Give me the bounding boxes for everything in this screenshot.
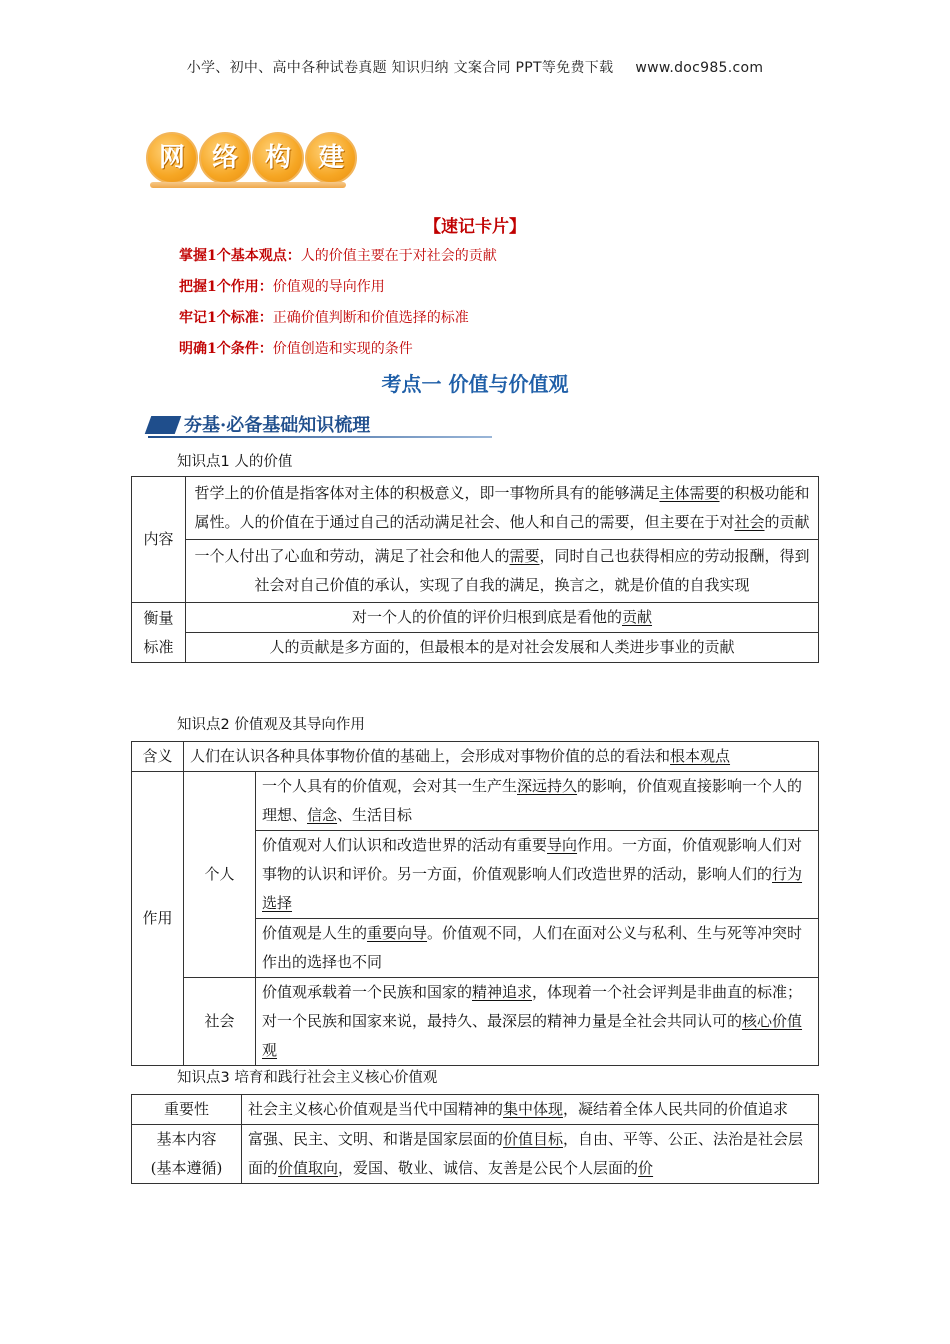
- role-label: 作用: [132, 772, 184, 1066]
- importance-cell: 社会主义核心价值观是当代中国精神的集中体现，凝结着全体人民共同的价值追求: [242, 1095, 819, 1125]
- person-label: 个人: [184, 772, 256, 978]
- basic-content-label: 基本内容 (基本遵循): [132, 1125, 242, 1184]
- section-subtitle-bar: [148, 410, 492, 438]
- table-row: [132, 477, 819, 540]
- importance-label: 重要性: [132, 1095, 242, 1125]
- section-subtitle: 夯基·必备基础知识梳理: [184, 415, 371, 436]
- card-line: 明确1个条件：价值创造和实现的条件: [179, 341, 413, 357]
- kp1-label: 知识点1 人的价值: [177, 454, 293, 470]
- table-row: [132, 603, 819, 633]
- kp3-table: [131, 1094, 819, 1184]
- banner-underline: [150, 182, 346, 188]
- table-row: [132, 978, 819, 1066]
- card-line: 掌握1个基本观点：人的价值主要在于对社会的贡献: [179, 248, 497, 264]
- page-header: [0, 57, 950, 77]
- basic-content-cell: 富强、民主、文明、和谐是国家层面的价值目标，自由、平等、公正、法治是社会层面的价值取向，爱国、敬业、诚信、友善是公民个人层面的价: [242, 1125, 819, 1184]
- measure-cell-1: 对一个人的价值的评价归根到底是看他的贡献: [186, 603, 819, 633]
- table-row: [132, 633, 819, 663]
- table-row: [132, 1095, 819, 1125]
- header-text: 小学、初中、高中各种试卷真题 知识归纳 文案合同 PPT等免费下载: [186, 60, 614, 76]
- network-build-banner: [146, 132, 353, 184]
- society-cell: 价值观承载着一个民族和国家的精神追求，体现着一个社会评判是非曲直的标准；对一个民族和国家来说，最持久、最深层的精神力量是全社会共同认可的核心价值观: [256, 978, 819, 1066]
- table-row: [132, 1125, 819, 1184]
- meaning-cell: 人们在认识各种具体事物价值的基础上，会形成对事物价值的总的看法和根本观点: [184, 742, 819, 772]
- kp3-label: 知识点3 培育和践行社会主义核心价值观: [177, 1070, 438, 1086]
- banner-char: 网: [146, 132, 198, 184]
- kp2-table: [131, 741, 819, 1066]
- content-cell-1: 哲学上的价值是指客体对主体的积极意义，即一事物所具有的能够满足主体需要的积极功能和属性。人的价值在于通过自己的活动满足社会、他人和自己的需要，但主要在于对社会的贡献: [186, 477, 819, 540]
- banner-char: 建: [305, 132, 357, 184]
- banner-char: 构: [252, 132, 304, 184]
- measure-cell-2: 人的贡献是多方面的，但最根本的是对社会发展和人类进步事业的贡献: [186, 633, 819, 663]
- measure-label: 衡量 标准: [132, 603, 186, 663]
- society-label: 社会: [184, 978, 256, 1066]
- quick-card-title: 【速记卡片】: [424, 217, 526, 237]
- kp2-label: 知识点2 价值观及其导向作用: [177, 717, 365, 733]
- subtitle-rule: [148, 436, 492, 438]
- subtitle-marker: [145, 416, 182, 434]
- kp1-table: [131, 476, 819, 663]
- content-cell-2: 一个人付出了心血和劳动，满足了社会和他人的需要，同时自己也获得相应的劳动报酬，得到社会对自己价值的承认，实现了自我的满足，换言之，就是价值的自我实现: [186, 540, 819, 603]
- person-cell-3: 价值观是人生的重要向导。价值观不同，人们在面对公义与私利、生与死等冲突时作出的选择也不同: [256, 919, 819, 978]
- card-line: 把握1个作用：价值观的导向作用: [179, 279, 385, 295]
- table-row: [132, 742, 819, 772]
- section-title: 考点一 价值与价值观: [381, 372, 569, 396]
- banner-char: 络: [199, 132, 251, 184]
- person-cell-1: 一个人具有的价值观，会对其一生产生深远持久的影响，价值观直接影响一个人的理想、信念、生活目标: [256, 772, 819, 831]
- content-label: 内容: [132, 477, 186, 603]
- table-row: [132, 772, 819, 831]
- person-cell-2: 价值观对人们认识和改造世界的活动有重要导向作用。一方面，价值观影响人们对事物的认识和评价。另一方面，价值观影响人们改造世界的活动，影响人们的行为选择: [256, 831, 819, 919]
- table-row: [132, 540, 819, 603]
- meaning-label: 含义: [132, 742, 184, 772]
- card-line: 牢记1个标准：正确价值判断和价值选择的标准: [179, 310, 469, 326]
- header-url[interactable]: www.doc985.com: [635, 60, 764, 76]
